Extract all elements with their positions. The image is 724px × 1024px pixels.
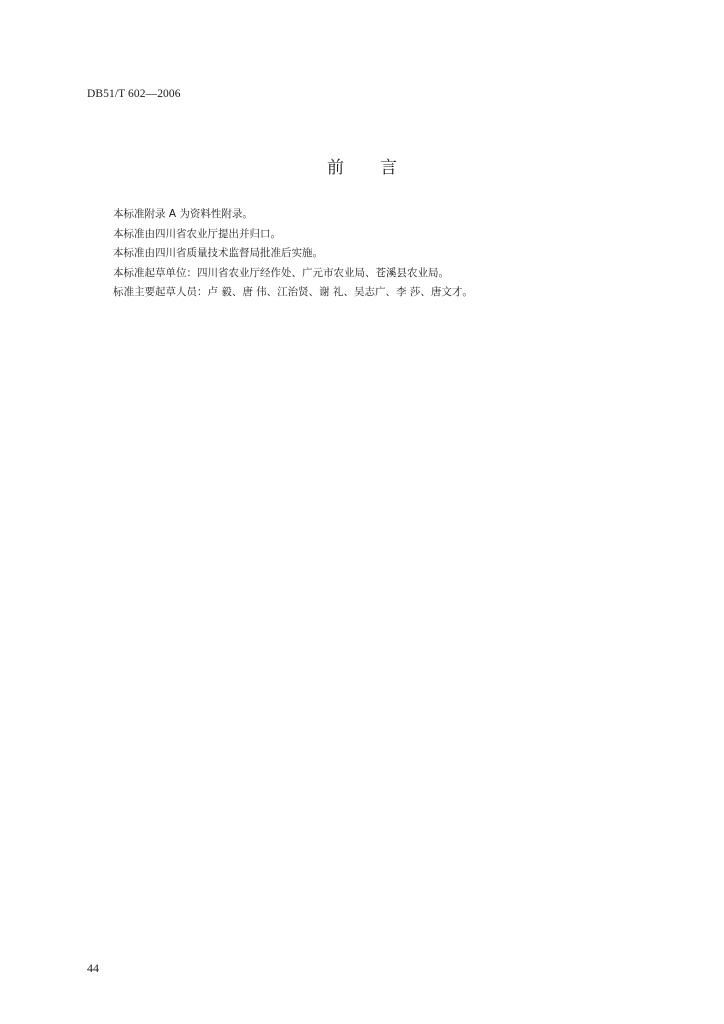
preface-line-drafters: 标准主要起草人员：卢 毅、唐 伟、江治贤、谢 礼、吴志广、李 莎、唐文才。 — [113, 286, 473, 298]
preface-line-proposer: 本标准由四川省农业厅提出并归口。 — [113, 227, 281, 240]
preface-line-drafting-units: 本标准起草单位：四川省农业厅经作处、广元市农业局、苍溪县农业局。 — [113, 266, 449, 279]
preface-body — [113, 205, 673, 303]
preface-line-appendix: 本标准附录 A 为资料性附录。 — [113, 208, 253, 220]
page-title: 前言 — [327, 158, 433, 178]
page-number: 44 — [87, 961, 99, 975]
standard-code-header: DB51/T 602—2006 — [87, 88, 181, 100]
preface-line-approval: 本标准由四川省质量技术监督局批准后实施。 — [113, 247, 323, 259]
